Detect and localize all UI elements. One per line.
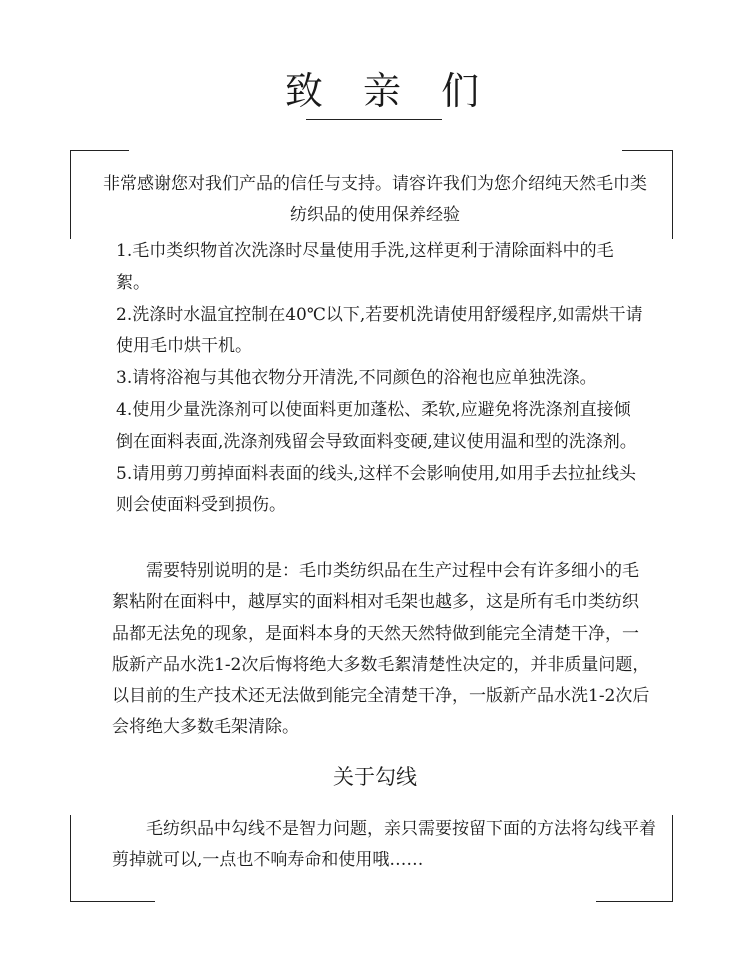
care-tip: 4.使用少量洗涤剂可以使面料更加蓬松、柔软,应避免将洗涤剂直接倾倒在面料表面,洗涤剂残留会导致面料变硬,建议使用温和型的洗涤剂。 [116, 399, 637, 452]
care-tip: 3.请将浴袍与其他衣物分开清洗,不同颜色的浴袍也应单独洗涤。 [116, 368, 597, 389]
care-tip: 2.洗涤时水温宜控制在40℃以下,若要机洗请使用舒缓程序,如需烘干请使用毛巾烘干机。 [116, 304, 643, 357]
section-heading: 关于勾线 [333, 765, 417, 789]
page-title: 致 亲 们 [284, 69, 494, 113]
title-underline [306, 119, 442, 120]
intro-text: 非常感谢您对我们产品的信任与支持。请容许我们为您介绍纯天然毛巾类纺织品的使用保养经验 [103, 174, 647, 225]
care-tip: 5.请用剪刀剪掉面料表面的线头,这样不会影响使用,如用手去拉扯线头则会使面料受到损伤。 [116, 463, 637, 516]
care-tips-list [116, 236, 646, 522]
special-note-paragraph: 需要特别说明的是：毛巾类纺织品在生产过程中会有许多细小的毛絮粘附在面料中，越厚实的面料相对毛架也越多，这是所有毛巾类纺织品都无法免的现象，是面料本身的天然天然特做到能完全清楚干净，一版新产品水洗1-2次后悔将绝大多数毛絮清楚性决定的，并非质量问题，以目前的生产技术还无法做到能完全清楚干净，一版新产品水洗1-2次后会将绝大多数毛架清除。 [112, 561, 650, 738]
hook-note-paragraph: 毛纺织品中勾线不是智力问题，亲只需要按留下面的方法将勾线平着剪掉就可以,一点也不响寿命和使用哦…… [112, 819, 656, 870]
care-tip: 1.毛巾类织物首次洗涤时尽量使用手洗,这样更利于清除面料中的毛絮。 [116, 241, 614, 293]
